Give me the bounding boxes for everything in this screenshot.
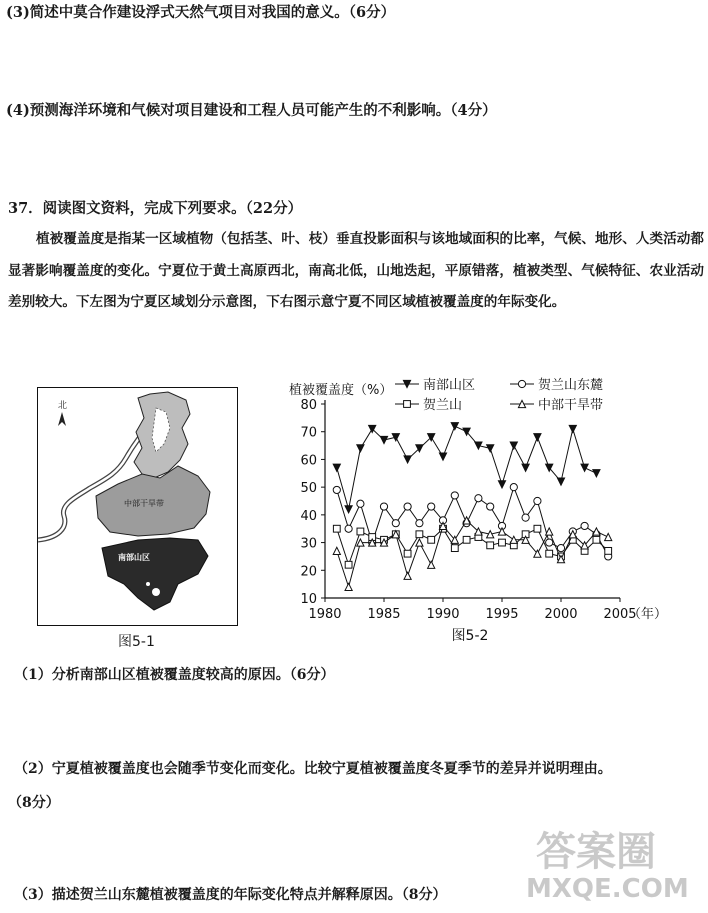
- data-point: [557, 545, 564, 552]
- data-point: [404, 572, 411, 579]
- data-point: [428, 503, 435, 510]
- data-point: [475, 442, 482, 449]
- paragraph-text: 植被覆盖度是指某一区域植物（包括茎、叶、枝）垂直投影面积与该地域面积的比率，气候、地形、人类活动都显著影响覆盖度的变化。宁夏位于黄土高原西北，南高北低，山地迭起，平原错落，植被类型、气候特征、农业活动差别较大。下左图为宁夏区域划分示意图，下右图示意宁夏不同区域植被覆盖度的年际变化。: [8, 231, 704, 310]
- data-point: [404, 456, 411, 463]
- data-point: [404, 550, 411, 557]
- data-point: [428, 536, 435, 543]
- data-point: [416, 539, 423, 546]
- data-point: [534, 434, 541, 441]
- chart-caption: 图5-2: [451, 628, 489, 644]
- data-point: [569, 425, 576, 432]
- data-point: [333, 464, 340, 471]
- question-4-prev: (4)预测海洋环境和气候对项目建设和工程人员可能产生的不利影响。（4分）: [6, 102, 497, 119]
- data-point: [546, 550, 553, 557]
- y-tick-label: 70: [300, 425, 317, 441]
- data-point: [439, 453, 446, 460]
- x-tick-label: 1985: [367, 607, 401, 622]
- data-point: [510, 484, 517, 491]
- data-point: [345, 525, 352, 532]
- data-point: [546, 528, 553, 535]
- sub-question-1: （1）分析南部山区植被覆盖度较高的原因。（6分）: [14, 667, 335, 683]
- data-point: [487, 542, 494, 549]
- data-point: [451, 423, 458, 430]
- series-line-0: [337, 426, 597, 509]
- y-tick-label: 30: [300, 536, 317, 552]
- sub-question-3: （3）描述贺兰山东麓植被覆盖度的年际变化特点并解释原因。（8分）: [14, 887, 447, 903]
- legend-label: 贺兰山东麓: [538, 378, 604, 393]
- north-label: 北: [58, 401, 68, 411]
- legend-marker: [404, 401, 411, 408]
- sub-question-2: （2）宁夏植被覆盖度也会随季节变化而变化。比较宁夏植被覆盖度冬夏季节的差异并说明理由。: [14, 761, 612, 777]
- y-tick-label: 40: [300, 508, 317, 524]
- series-line-3: [337, 520, 608, 587]
- data-point: [345, 506, 352, 513]
- question-3-prev: (3)简述中莫合作建设浮式天然气项目对我国的意义。（6分）: [6, 4, 396, 21]
- data-point: [357, 528, 364, 535]
- data-point: [581, 464, 588, 471]
- data-point: [463, 536, 470, 543]
- series-line-2: [337, 529, 608, 565]
- question-37-title: 37．阅读图文资料，完成下列要求。（22分）: [8, 200, 303, 217]
- data-point: [475, 495, 482, 502]
- data-point: [522, 514, 529, 521]
- data-point: [451, 492, 458, 499]
- data-point: [534, 497, 541, 504]
- data-point: [487, 503, 494, 510]
- data-point: [380, 503, 387, 510]
- sub-question-2-score: （8分）: [8, 795, 60, 811]
- map-caption: 图5-1: [118, 634, 155, 650]
- data-point: [510, 442, 517, 449]
- x-axis-unit: （年）: [628, 607, 668, 622]
- legend-marker: [518, 380, 525, 387]
- data-point: [605, 533, 612, 540]
- data-point: [534, 525, 541, 532]
- data-point: [345, 583, 352, 590]
- data-point: [522, 464, 529, 471]
- y-tick-label: 20: [300, 564, 317, 580]
- legend-label: 中部干旱带: [538, 398, 604, 413]
- data-point: [557, 478, 564, 485]
- legend-label: 南部山区: [423, 378, 476, 393]
- x-tick-label: 2000: [544, 607, 578, 622]
- y-tick-label: 50: [300, 481, 317, 497]
- data-point: [593, 536, 600, 543]
- data-point: [333, 525, 340, 532]
- y-tick-label: 80: [300, 398, 317, 413]
- x-tick-label: 1995: [485, 607, 519, 622]
- data-point: [357, 500, 364, 507]
- watermark-url: MXQE.COM: [526, 874, 689, 904]
- data-point: [487, 445, 494, 452]
- data-point: [581, 522, 588, 529]
- data-point: [546, 539, 553, 546]
- data-point: [357, 445, 364, 452]
- data-point: [428, 561, 435, 568]
- data-point: [345, 561, 352, 568]
- data-point: [380, 436, 387, 443]
- data-point: [404, 503, 411, 510]
- data-point: [333, 486, 340, 493]
- watermark-logo: 答案圈: [536, 829, 656, 875]
- y-tick-label: 60: [300, 453, 317, 469]
- x-tick-label: 1980: [308, 607, 342, 622]
- data-point: [333, 547, 340, 554]
- data-point: [499, 539, 506, 546]
- legend-label: 贺兰山: [423, 398, 463, 413]
- y-tick-label: 10: [300, 592, 317, 607]
- data-point: [498, 481, 505, 488]
- data-point: [451, 545, 458, 552]
- data-point: [392, 434, 399, 441]
- x-tick-label: 1990: [426, 607, 460, 622]
- data-point: [392, 520, 399, 527]
- data-point: [416, 520, 423, 527]
- south-label: 南部山区: [118, 553, 150, 562]
- y-axis-label: 植被覆盖度（%）: [289, 383, 393, 398]
- data-point: [593, 470, 600, 477]
- data-point: [487, 531, 494, 538]
- x-tick-label: 2005: [603, 607, 637, 622]
- data-point: [605, 547, 612, 554]
- data-point: [416, 531, 423, 538]
- middle-label: 中部干旱带: [124, 499, 164, 508]
